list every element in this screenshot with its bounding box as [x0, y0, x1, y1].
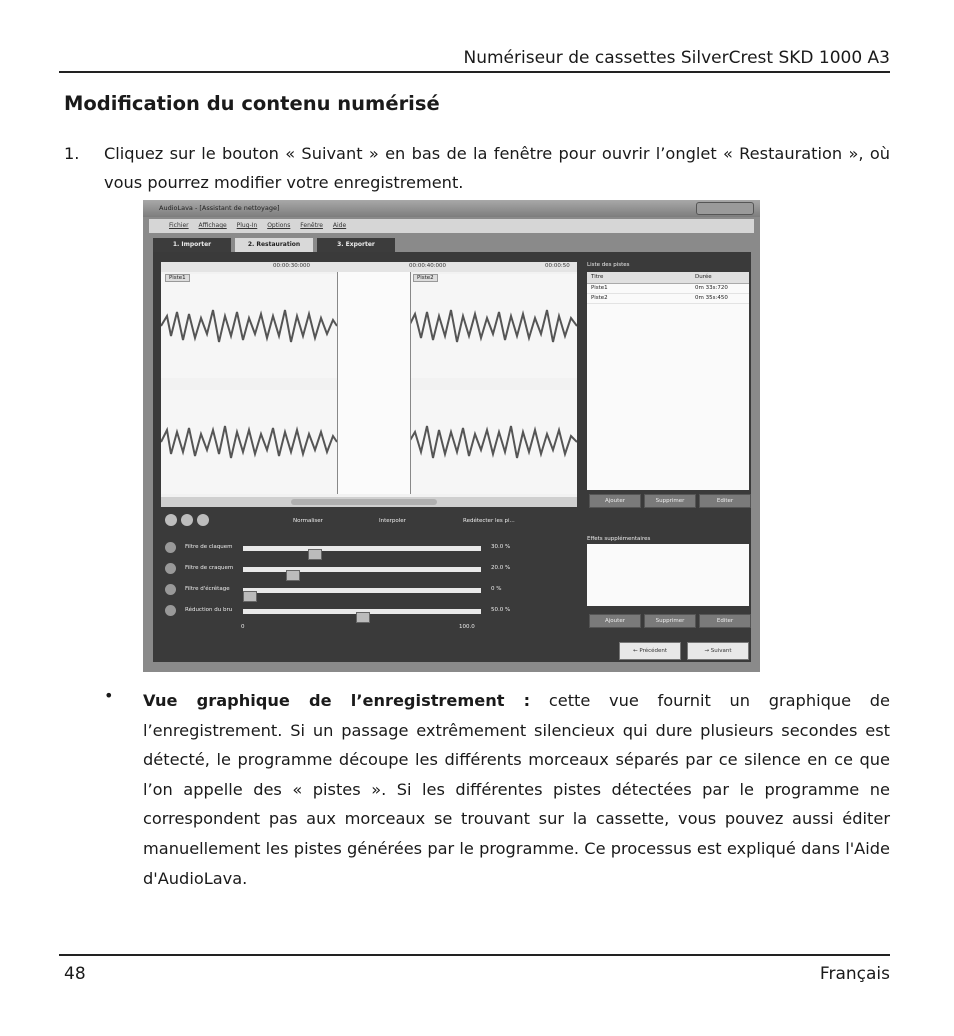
filter-name: Réduction du bru: [185, 607, 233, 613]
slider-knob: [243, 591, 257, 602]
footer-rule: [59, 954, 890, 956]
filter-toggle-icon: [165, 563, 176, 574]
filter-slider-ecretage: [161, 582, 581, 598]
menu-fenetre: Fenêtre: [300, 222, 323, 229]
bullet-paragraph: [143, 686, 890, 893]
window-titlebar: [143, 200, 760, 217]
step-number: 1.: [64, 144, 80, 163]
ruler-mark: 00:00:30:000: [273, 263, 311, 269]
col-title: Titre: [591, 274, 604, 280]
running-header: Numériseur de cassettes SilverCrest SKD 1000 A3: [463, 48, 890, 68]
filter-slider-reduction: [161, 603, 581, 619]
menu-options: Options: [267, 222, 291, 229]
remove-effect-button: Supprimer: [644, 614, 696, 628]
filter-toggle-icon: [165, 605, 176, 616]
tab-importer: 1. Importer: [153, 238, 231, 252]
time-ruler: [161, 262, 577, 272]
bullet-dot: •: [104, 686, 114, 705]
piste-label-1: Piste1: [165, 274, 190, 282]
section-heading: Modification du contenu numérisé: [64, 92, 440, 115]
page-number: 48: [64, 964, 86, 984]
audiolava-screenshot: [143, 200, 760, 672]
interpolate-tool: Interpoler: [379, 518, 406, 524]
filter-value: 30.0 %: [491, 544, 511, 550]
window-title: AudioLava - [Assistant de nettoyage]: [159, 204, 280, 212]
previous-button: ← Précédent: [619, 642, 681, 660]
ruler-mark: 00:00:40:000: [409, 263, 447, 269]
stop-icon: [197, 514, 209, 526]
menu-fichier: Fichier: [169, 222, 189, 229]
col-duration: Durée: [695, 274, 712, 280]
scroll-thumb: [291, 499, 437, 505]
ruler-mark: 00:00:50: [545, 263, 570, 269]
filter-slider-craquements: [161, 561, 581, 577]
edit-track-button: Editer: [699, 494, 751, 508]
track-list: [587, 272, 749, 490]
track-list-label: Liste des pistes: [587, 262, 630, 268]
redetect-tool: Redétecter les pi...: [463, 518, 515, 524]
main-panel: [153, 252, 751, 662]
filter-toggle-icon: [165, 542, 176, 553]
step-text: Cliquez sur le bouton « Suivant » en bas de la fenêtre pour ouvrir l’onglet « Restauration », où vous pourrez modifier votre enregistrement.: [104, 144, 890, 192]
filter-value: 20.0 %: [491, 565, 511, 571]
menu-bar: [149, 219, 754, 233]
edit-effect-button: Editer: [699, 614, 751, 628]
filter-name: Filtre de craquem: [185, 565, 234, 571]
menu-plugin: Plug-In: [236, 222, 258, 229]
add-track-button: Ajouter: [589, 494, 641, 508]
slider-track: [243, 609, 481, 614]
horizontal-scrollbar: [161, 497, 577, 507]
filter-value: 50.0 %: [491, 607, 511, 613]
slider-knob: [286, 570, 300, 581]
silence-selection: [337, 272, 411, 494]
pause-icon: [181, 514, 193, 526]
menu-aide: Aide: [332, 222, 347, 229]
menu-affichage: Affichage: [198, 222, 227, 229]
remove-track-button: Supprimer: [644, 494, 696, 508]
bullet-lead: Vue graphique de l’enregistrement :: [143, 691, 531, 710]
tab-restauration: 2. Restauration: [235, 238, 313, 252]
next-button: → Suivant: [687, 642, 749, 660]
filter-slider-claquements: [161, 540, 581, 556]
step-1: [64, 139, 890, 197]
next-label: Suivant: [710, 648, 732, 654]
scale-min: 0: [241, 624, 245, 630]
scale-max: 100.0: [459, 624, 475, 630]
play-icon: [165, 514, 177, 526]
filter-value: 0 %: [491, 586, 502, 592]
slider-track: [243, 546, 481, 551]
effects-label: Effets supplémentaires: [587, 536, 651, 542]
waveform-view: [161, 262, 577, 507]
row-title: Piste2: [591, 295, 608, 301]
filter-name: Filtre de claquem: [185, 544, 233, 550]
table-row: [587, 294, 749, 304]
slider-knob: [308, 549, 322, 560]
track-list-header: [587, 272, 749, 284]
window-controls: [696, 202, 754, 215]
header-rule: [59, 71, 890, 73]
filter-name: Filtre d'écrêtage: [185, 586, 230, 592]
filter-toggle-icon: [165, 584, 176, 595]
piste-label-2: Piste2: [413, 274, 438, 282]
row-title: Piste1: [591, 285, 608, 291]
slider-track: [243, 567, 481, 572]
normalize-tool: Normaliser: [293, 518, 323, 524]
table-row: [587, 284, 749, 294]
previous-label: Précédent: [639, 648, 668, 654]
slider-knob: [356, 612, 370, 623]
footer-language: Français: [819, 964, 890, 984]
row-duration: 0m 33s:720: [695, 285, 728, 291]
effects-list: [587, 544, 749, 606]
transport-controls: [165, 514, 213, 528]
slider-track: [243, 588, 481, 593]
add-effect-button: Ajouter: [589, 614, 641, 628]
tab-exporter: 3. Exporter: [317, 238, 395, 252]
bullet-text: cette vue fournit un graphique de l’enregistrement. Si un passage extrêmement silencieux qui dure plusieurs secondes est détecté, le programme découpe les différents morceaux séparés par ce silence en ce que l’on appelle des « pistes ». Si les différentes pistes détectées par le programme ne correspondent pas aux morceaux se trouvant sur la cassette, vous pouvez aussi éditer manuellement les pistes générées par le programme. Ce processus est expliqué dans l'Aide d'AudioLava.: [143, 691, 890, 888]
row-duration: 0m 35s:450: [695, 295, 728, 301]
